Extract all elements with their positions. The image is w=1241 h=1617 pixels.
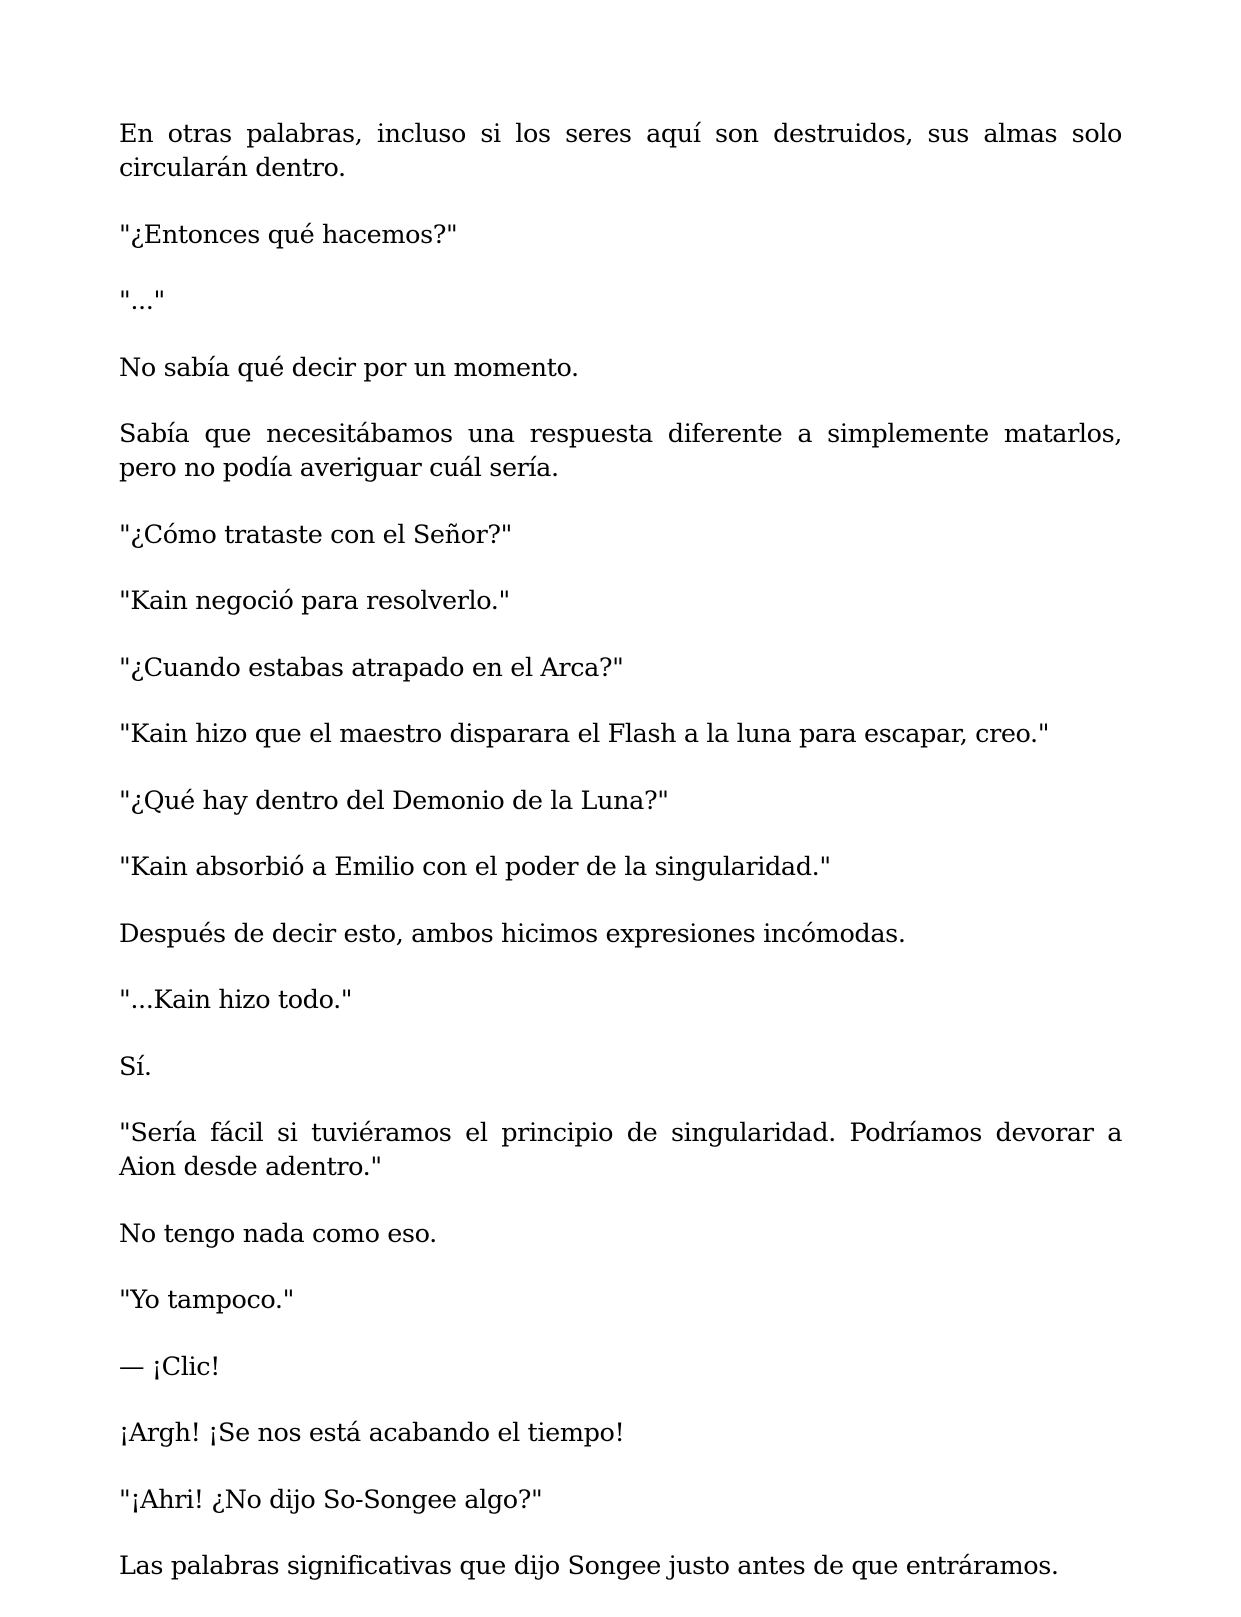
paragraph: Después de decir esto, ambos hicimos expresiones incómodas. [119,918,906,949]
paragraph: "..." [119,286,165,316]
paragraph: "Yo tampoco." [119,1285,294,1315]
paragraph: "Kain negoció para resolverlo." [119,586,510,616]
paragraph: "¿Qué hay dentro del Demonio de la Luna?" [119,785,669,816]
paragraph: "¿Cómo trataste con el Señor?" [119,519,512,550]
paragraph: No tengo nada como eso. [119,1218,437,1249]
paragraph: En otras palabras, incluso si los seres aquí son destruidos, sus almas solo circularán dentro. [119,119,1122,183]
paragraph: "¿Cuando estabas atrapado en el Arca?" [119,652,624,683]
paragraph: "Sería fácil si tuviéramos el principio de singularidad. Podríamos devorar a Aion desde adentro." [119,1118,1122,1182]
body-text [119,117,1122,1616]
paragraph: "...Kain hizo todo." [119,985,353,1015]
paragraph: "Kain absorbió a Emilio con el poder de la singularidad." [119,852,831,882]
paragraph: "¡Ahri! ¿No dijo So-Songee algo?" [119,1484,543,1515]
paragraph: Sabía que necesitábamos una respuesta diferente a simplemente matarlos, pero no podía averiguar cuál sería. [119,419,1122,483]
paragraph: — ¡Clic! [119,1351,221,1382]
paragraph: "¿Entonces qué hacemos?" [119,219,458,250]
paragraph: Sí. [119,1051,152,1082]
paragraph: "Kain hizo que el maestro disparara el Flash a la luna para escapar, creo." [119,719,1050,749]
paragraph: No sabía qué decir por un momento. [119,352,579,383]
paragraph: ¡Argh! ¡Se nos está acabando el tiempo! [119,1418,625,1448]
paragraph: Las palabras significativas que dijo Songee justo antes de que entráramos. [119,1551,1059,1581]
